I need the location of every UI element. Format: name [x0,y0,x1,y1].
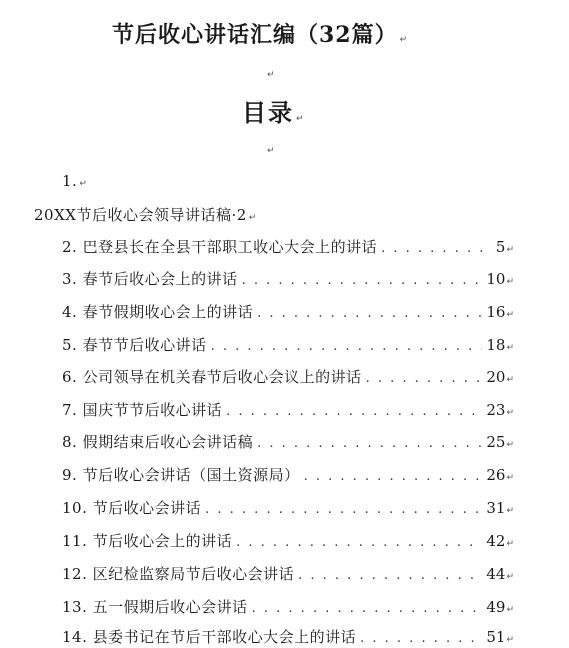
toc-dot-leader [298,568,482,583]
toc-entry-title: 9. 节后收心会讲话（国土资源局） [62,466,300,484]
toc-entry-page: 25 [486,433,506,451]
toc-entry[interactable] [62,464,514,486]
toc-entry-page: 18 [486,336,506,354]
toc-heading-text: 目录 [242,98,294,127]
toc-dot-leader [360,631,482,646]
toc-entry[interactable] [62,301,514,323]
toc-entry-page: 26 [486,466,506,484]
toc-dot-leader [205,502,482,517]
toc-dot-leader [242,273,483,288]
toc-entry-title: 3. 春节后收心会上的讲话 [62,270,238,288]
paragraph-mark-icon: ↵ [248,213,257,223]
toc-entry[interactable] [62,399,514,421]
paragraph-mark-icon: ↵ [506,539,514,549]
paragraph-mark-icon: ↵ [506,375,514,385]
toc-entry-title: 12. 区纪检监察局节后收心会讲话 [62,565,295,583]
paragraph-mark-icon: ↵ [506,506,514,516]
toc-heading [242,93,306,128]
toc-entry[interactable] [62,236,514,258]
toc-entry-page: 42 [486,532,506,550]
toc-entry-page: 20 [486,368,506,386]
toc-entry-page: 5 [495,238,506,256]
toc-entry-1-number[interactable] [62,172,87,190]
toc-entry[interactable] [62,366,514,388]
toc-dot-leader [381,241,492,256]
toc-entry[interactable] [62,334,514,356]
toc-entry-page: 49 [486,598,506,616]
toc-entry-page: 10 [486,270,506,288]
paragraph-mark-icon: ↵ [506,440,514,450]
paragraph-mark-icon: ↵ [506,635,514,645]
toc-entry-title: 4. 春节假期收心会上的讲话 [62,303,254,321]
paragraph-mark-icon: ↵ [506,605,514,615]
toc-entry-title: 8. 假期结束后收心会讲话稿 [62,433,254,451]
empty-paragraph-mark-icon: ↵ [267,146,275,156]
toc-entry[interactable] [62,563,514,585]
toc-entry-title: 13. 五一假期后收心会讲话 [62,598,248,616]
empty-paragraph-mark-icon: ↵ [267,70,275,80]
toc-entry-title: 2. 巴登县长在全县干部职工收心大会上的讲话 [62,238,378,256]
toc-entry-1-number-text: 1. [62,172,78,190]
paragraph-mark-icon: ↵ [399,35,409,45]
toc-entry-page: 31 [486,499,506,517]
toc-entry[interactable] [62,497,514,519]
toc-entry-title: 7. 国庆节节后收心讲话 [62,401,223,419]
toc-dot-leader [236,535,482,550]
toc-dot-leader [304,469,483,484]
toc-entry-page: 51 [486,628,506,646]
paragraph-mark-icon: ↵ [506,343,514,353]
toc-dot-leader [257,436,482,451]
toc-entry[interactable] [62,530,514,552]
document-title [112,18,408,49]
paragraph-mark-icon: ↵ [506,408,514,418]
toc-dot-leader [226,404,482,419]
toc-entry-1-text[interactable] [34,204,257,225]
document-title-text: 节后收心讲话汇编（32篇） [112,22,398,48]
toc-entry-page: 16 [486,303,506,321]
toc-entry-title: 11. 节后收心会上的讲话 [62,532,233,550]
paragraph-mark-icon: ↵ [79,179,88,189]
toc-entry-title: 10. 节后收心会讲话 [62,499,202,517]
toc-entry-1-title: 20XX节后收心会领导讲话稿·2 [34,206,247,224]
toc-dot-leader [257,306,482,321]
toc-entry-page: 23 [486,401,506,419]
toc-dot-leader [211,339,483,354]
paragraph-mark-icon: ↵ [506,310,514,320]
toc-entry[interactable] [62,268,514,290]
toc-entry[interactable] [62,596,514,618]
toc-entry-title: 14. 县委书记在节后干部收心大会上的讲话 [62,628,357,646]
paragraph-mark-icon: ↵ [506,277,514,287]
toc-entry-page: 44 [486,565,506,583]
paragraph-mark-icon: ↵ [506,245,514,255]
toc-entry-title: 6. 公司领导在机关春节后收心会议上的讲话 [62,368,362,386]
toc-dot-leader [252,601,483,616]
paragraph-mark-icon: ↵ [506,572,514,582]
paragraph-mark-icon: ↵ [296,114,306,124]
paragraph-mark-icon: ↵ [506,473,514,483]
toc-entry[interactable] [62,431,514,453]
toc-dot-leader [366,371,483,386]
toc-entry-title: 5. 春节节后收心讲话 [62,336,207,354]
